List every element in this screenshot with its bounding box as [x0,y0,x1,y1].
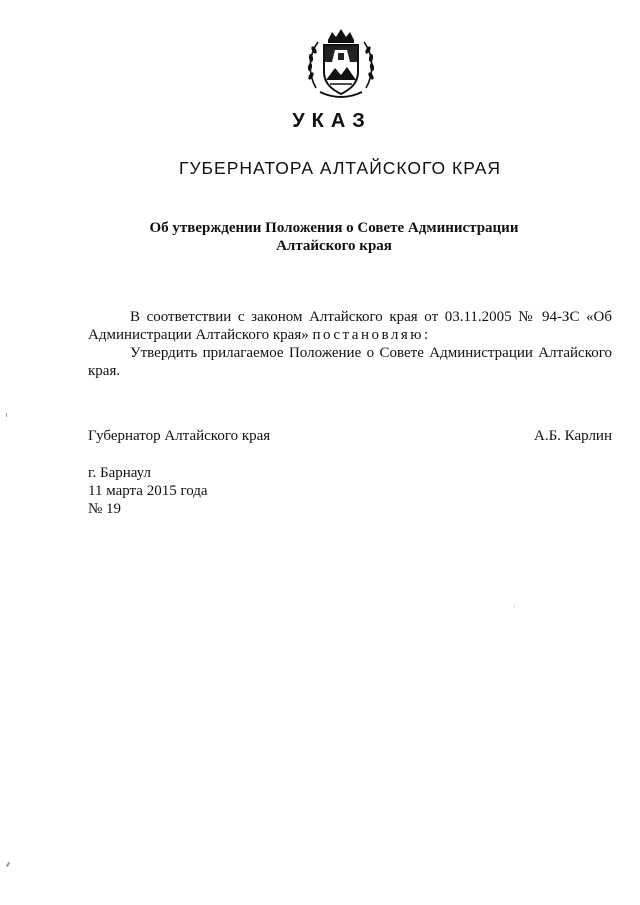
scan-speck [6,413,7,417]
decree-details [88,464,208,518]
body-paragraph-2: Утвердить прилагаемое Положение о Совете Администрации Алтайского края. [88,345,612,379]
altai-krai-coat-of-arms-icon [302,26,380,104]
issuer-heading: ГУБЕРНАТОРА АЛТАЙСКОГО КРАЯ [178,158,502,178]
decree-number: № 19 [88,501,122,517]
signature-block [88,427,612,445]
body-paragraph-1-text: В соответствии с законом Алтайского края от 03.11.2005 № 94-ЗС «Об Администрации Алтайского края» [88,309,612,343]
subject-line-1: Об утверждении Положения о Совете Администрации [149,220,519,236]
issue-date: 11 марта 2015 года [88,483,208,499]
subject-line-2: Алтайского края [276,238,392,254]
decree-subject [0,219,640,255]
scan-speck [514,606,515,607]
body-paragraph-1 [88,308,612,344]
scan-speck [6,862,10,867]
signatory-position: Губернатор Алтайского края [88,428,271,444]
document-type-title: УКАЗ [292,110,372,132]
issue-city: г. Барнаул [88,465,151,481]
decree-word: постановляю: [312,327,431,343]
signatory-name: А.Б. Карлин [533,428,612,444]
decree-body [88,308,612,380]
